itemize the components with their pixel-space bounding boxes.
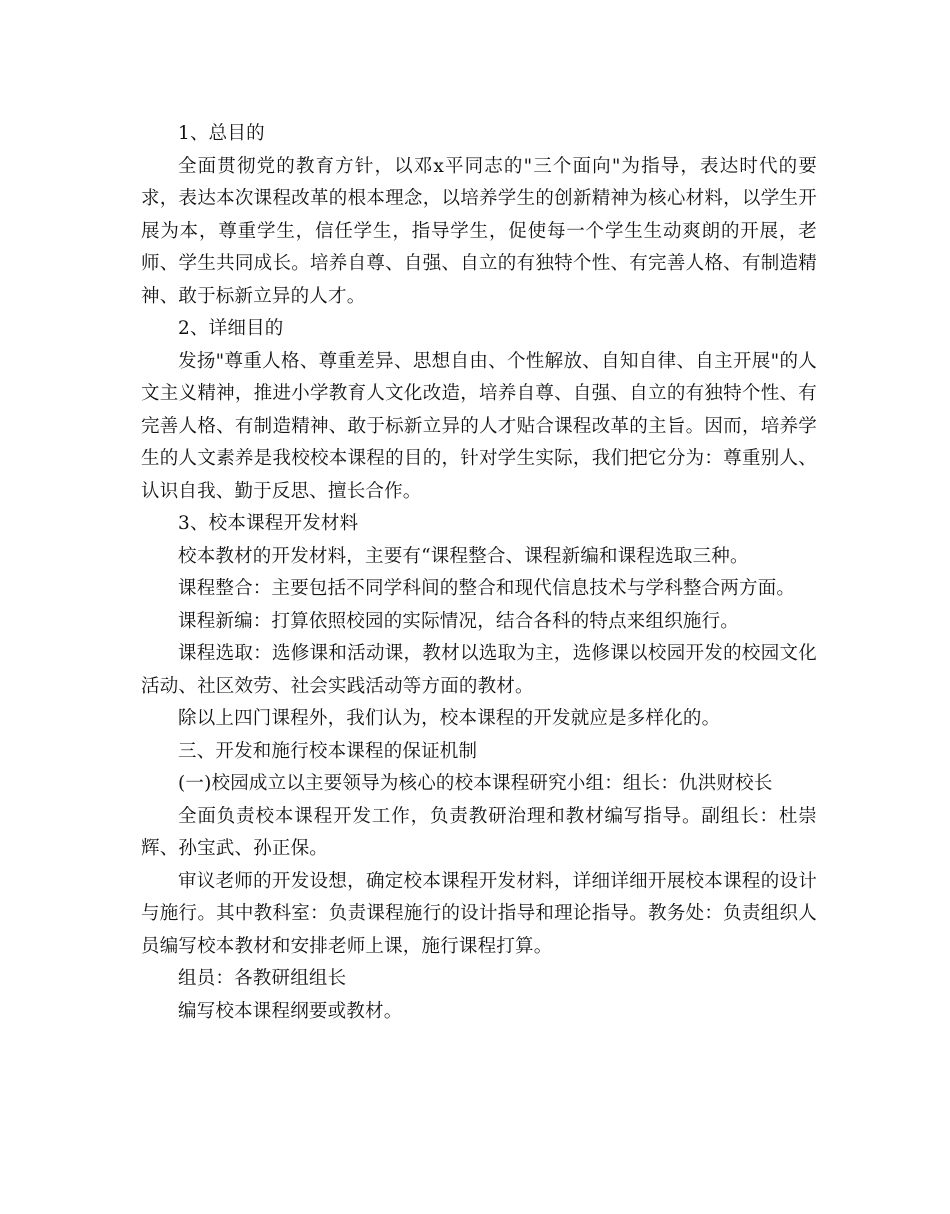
heading-guarantee-mechanism: 三、开发和施行校本课程的保证机制 xyxy=(178,740,478,762)
paragraph-diversity: 除以上四门课程外，我们认为，校本课程的开发就应是多样化的。 xyxy=(178,708,721,729)
paragraph-research-group: (一)校园成立以主要领导为核心的校本课程研究小组：组长：仇洪财校长 xyxy=(178,773,773,794)
paragraph-course-selection: 课程选取：选修课和活动课，教材以选取为主，选修课以校园开发的校园文化活动、社区效劳、社会实践活动等方面的教材。 xyxy=(141,643,817,697)
paragraph-compile: 编写校本课程纲要或教材。 xyxy=(178,1000,403,1022)
heading-general-goal: 1、总目的 xyxy=(178,123,265,144)
paragraph-course-new: 课程新编：打算依照校园的实际情况，结合各科的特点来组织施行。 xyxy=(178,610,740,632)
paragraph-members: 组员：各教研组组长 xyxy=(178,968,347,989)
paragraph-review-duties: 审议老师的开发设想，确定校本课程开发材料，详细详细开展校本课程的设计与施行。其中教科室：负责课程施行的设计指导和理论指导。教务处：负责组织人员编写校本教材和安排老师上课，施行课程打算。 xyxy=(141,870,817,957)
paragraph-materials-intro: 校本教材的开发材料，主要有“课程整合、课程新编和课程选取三种。 xyxy=(178,545,749,567)
paragraph-specific-goal: 发扬"尊重人格、尊重差异、思想自由、个性解放、自知自律、自主开展"的人文主义精神，推进小学教育人文化改造，培养自尊、自强、自立的有独特个性、有完善人格、有制造精神、敢于标新立异的人才贴合课程改革的主旨。因而，培养学生的人文素养是我校校本课程的目的，针对学生实际，我们把它分为：尊重别人、认识自我、勤于反思、擅长合作。 xyxy=(141,350,817,502)
paragraph-leader-duties: 全面负责校本课程开发工作，负责教研治理和教材编写指导。副组长：杜崇辉、孙宝武、孙正保。 xyxy=(141,805,817,859)
paragraph-general-goal: 全面贯彻党的教育方针，以邓x平同志的"三个面向"为指导，表达时代的要求，表达本次课程改革的根本理念，以培养学生的创新精神为核心材料，以学生开展为本，尊重学生，信任学生，指导学生，促使每一个学生生动爽朗的开展，老师、学生共同成长。培养自尊、自强、自立的有独特个性、有完善人格、有制造精神、敢于标新立异的人才。 xyxy=(141,155,817,307)
heading-course-materials: 3、校本课程开发材料 xyxy=(178,513,359,534)
heading-specific-goal: 2、详细目的 xyxy=(178,318,284,339)
paragraph-course-integration: 课程整合：主要包括不同学科间的整合和现代信息技术与学科整合两方面。 xyxy=(178,578,796,599)
document-body xyxy=(141,118,817,1028)
